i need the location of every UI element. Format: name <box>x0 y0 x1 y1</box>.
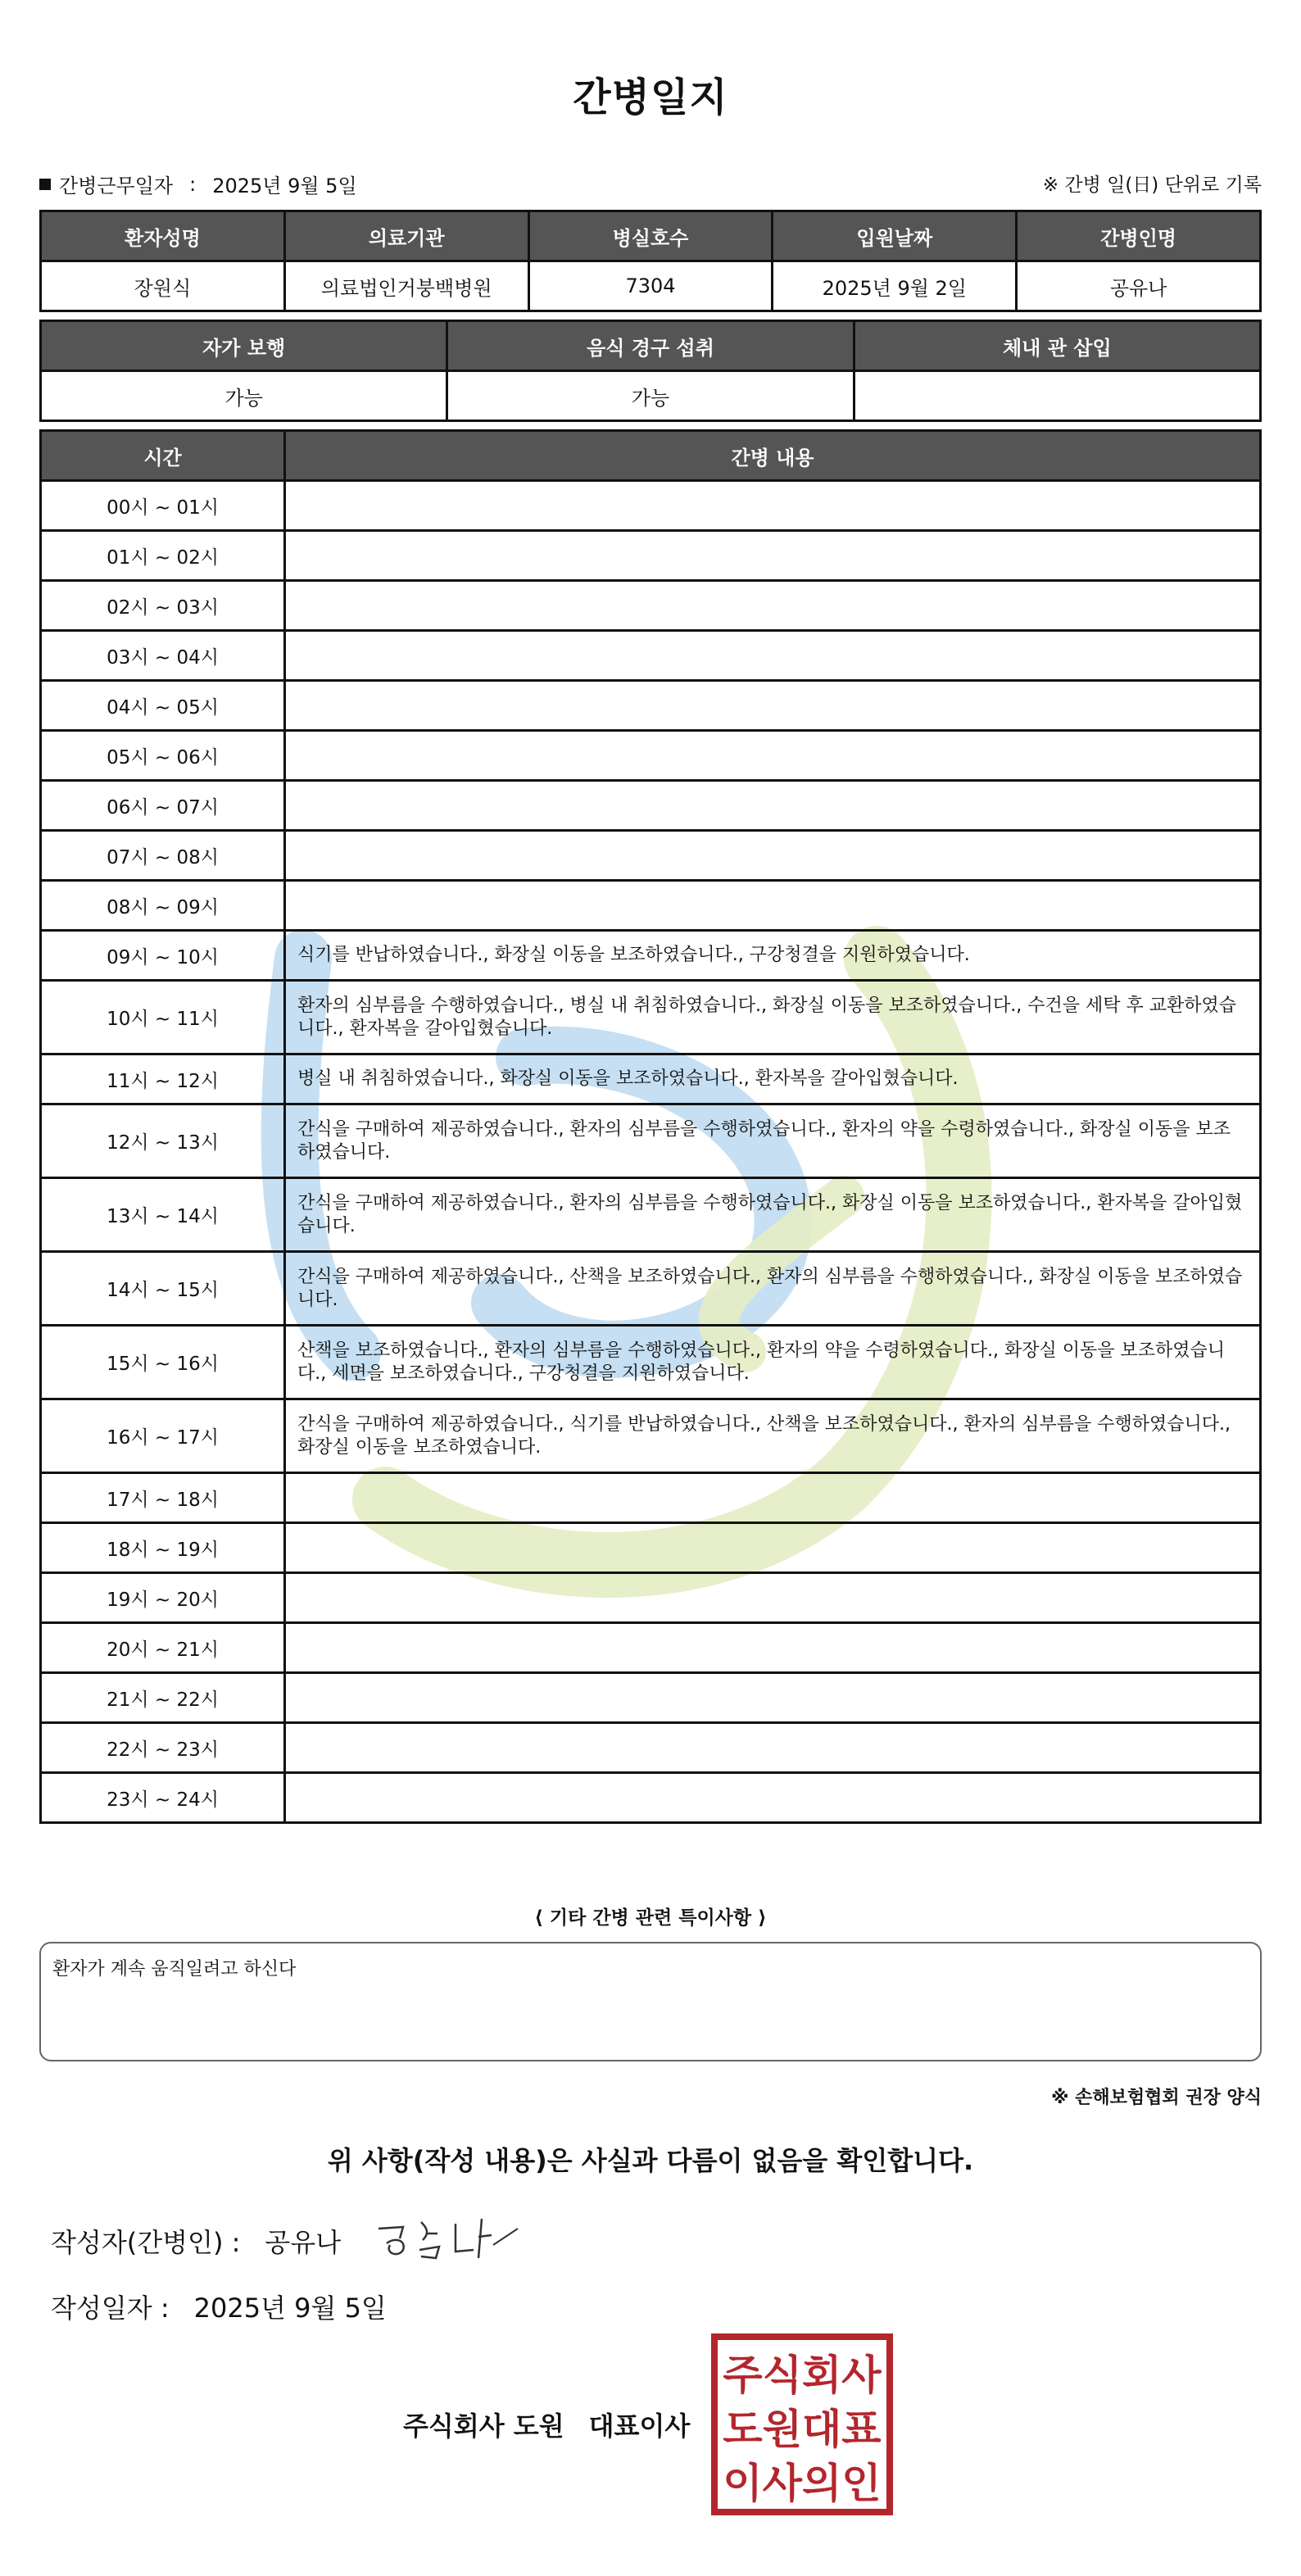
log-content <box>285 881 1261 931</box>
table-row <box>41 1623 1261 1673</box>
status-value-row <box>41 371 1261 421</box>
work-date-value: 2025년 9월 5일 <box>212 175 357 197</box>
log-time: 01시 ~ 02시 <box>41 531 285 581</box>
work-date <box>39 170 357 198</box>
log-time: 21시 ~ 22시 <box>41 1673 285 1723</box>
patient-info-table <box>39 210 1262 312</box>
info-header: 의료기관 <box>284 211 528 261</box>
write-date-line <box>51 2288 387 2325</box>
page-title: 간병일지 <box>573 75 728 120</box>
log-time: 14시 ~ 15시 <box>41 1252 285 1326</box>
log-content <box>285 1523 1261 1573</box>
log-time: 13시 ~ 14시 <box>41 1178 285 1252</box>
info-header: 간병인명 <box>1017 211 1261 261</box>
log-content: 환자의 심부름을 수행하였습니다., 병실 내 취침하였습니다., 화장실 이동을 보조하였습니다., 수건을 세탁 후 교환하였습니다., 환자복을 갈아입혔습니다. <box>285 981 1261 1054</box>
write-date-label: 작성일자 : <box>51 2293 170 2324</box>
table-row <box>41 631 1261 681</box>
admission-date: 2025년 9월 2일 <box>773 261 1017 311</box>
log-content: 병실 내 취침하였습니다., 화장실 이동을 보조하였습니다., 환자복을 갈아입혔습니다. <box>285 1054 1261 1104</box>
log-content <box>285 681 1261 731</box>
stamp-line-2: 도원대표 <box>723 2406 882 2453</box>
log-content: 산책을 보조하였습니다., 환자의 심부름을 수행하였습니다., 환자의 약을 수령하였습니다., 화장실 이동을 보조하였습니다., 세면을 보조하였습니다., 구강청결을 지원하였습니다. <box>285 1326 1261 1399</box>
stamp-line-1: 주식회사 <box>723 2352 882 2399</box>
walking-status: 가능 <box>41 371 447 421</box>
table-row <box>41 1178 1261 1252</box>
write-date-value: 2025년 9월 5일 <box>193 2293 387 2324</box>
table-row <box>41 1252 1261 1326</box>
log-content: 간식을 구매하여 제공하였습니다., 산책을 보조하였습니다., 환자의 심부름을 수행하였습니다., 화장실 이동을 보조하였습니다. <box>285 1252 1261 1326</box>
table-row <box>41 881 1261 931</box>
log-time: 16시 ~ 17시 <box>41 1399 285 1473</box>
table-row <box>41 531 1261 581</box>
log-time: 11시 ~ 12시 <box>41 1054 285 1104</box>
table-row <box>41 1399 1261 1473</box>
table-row <box>41 1054 1261 1104</box>
stamp-line-3: 이사의인 <box>723 2460 882 2507</box>
table-row <box>41 831 1261 881</box>
writer-name: 공유나 <box>265 2227 342 2258</box>
table-row <box>41 781 1261 831</box>
table-row <box>41 1773 1261 1823</box>
info-header: 환자성명 <box>41 211 285 261</box>
company-seal-stamp <box>711 2333 893 2515</box>
table-row <box>41 681 1261 731</box>
status-table <box>39 320 1262 422</box>
log-content <box>285 731 1261 781</box>
notes-title: ⟨ 기타 간병 관련 특이사항 ⟩ <box>534 1907 767 1929</box>
table-row <box>41 1573 1261 1623</box>
work-date-sep: : <box>189 172 197 196</box>
table-row <box>41 981 1261 1054</box>
room-number: 7304 <box>528 261 773 311</box>
log-content <box>285 1723 1261 1773</box>
log-time: 23시 ~ 24시 <box>41 1773 285 1823</box>
company-name: 주식회사 도원 <box>403 2410 564 2442</box>
info-header-row <box>41 211 1261 261</box>
log-content <box>285 531 1261 581</box>
log-time: 08시 ~ 09시 <box>41 881 285 931</box>
log-time: 15시 ~ 16시 <box>41 1326 285 1399</box>
log-content: 간식을 구매하여 제공하였습니다., 환자의 심부름을 수행하였습니다., 환자의 약을 수령하였습니다., 화장실 이동을 보조하였습니다. <box>285 1104 1261 1178</box>
association-note: ※ 손해보험협회 권장 양식 <box>1051 2088 1262 2108</box>
log-content <box>285 1773 1261 1823</box>
log-time: 06시 ~ 07시 <box>41 781 285 831</box>
oral-intake-status: 가능 <box>447 371 854 421</box>
patient-name: 장원식 <box>41 261 285 311</box>
info-header: 입원날짜 <box>773 211 1017 261</box>
log-header-row <box>41 431 1261 481</box>
log-time: 17시 ~ 18시 <box>41 1473 285 1523</box>
log-header-time: 시간 <box>41 431 285 481</box>
table-row <box>41 1523 1261 1573</box>
log-time: 05시 ~ 06시 <box>41 731 285 781</box>
caregiver-name: 공유나 <box>1017 261 1261 311</box>
table-row <box>41 1723 1261 1773</box>
care-log-table <box>39 429 1262 1824</box>
log-content: 간식을 구매하여 제공하였습니다., 식기를 반납하였습니다., 산책을 보조하였습니다., 환자의 심부름을 수행하였습니다., 화장실 이동을 보조하였습니다. <box>285 1399 1261 1473</box>
log-content <box>285 1673 1261 1723</box>
log-content: 식기를 반납하였습니다., 화장실 이동을 보조하였습니다., 구강청결을 지원하였습니다. <box>285 931 1261 981</box>
log-content: 간식을 구매하여 제공하였습니다., 환자의 심부름을 수행하였습니다., 화장실 이동을 보조하였습니다., 환자복을 갈아입혔습니다. <box>285 1178 1261 1252</box>
log-content <box>285 581 1261 631</box>
log-time: 12시 ~ 13시 <box>41 1104 285 1178</box>
log-content <box>285 1473 1261 1523</box>
log-content <box>285 631 1261 681</box>
log-time: 02시 ~ 03시 <box>41 581 285 631</box>
log-time: 18시 ~ 19시 <box>41 1523 285 1573</box>
table-row <box>41 931 1261 981</box>
log-content <box>285 781 1261 831</box>
log-time: 22시 ~ 23시 <box>41 1723 285 1773</box>
log-time: 04시 ~ 05시 <box>41 681 285 731</box>
log-time: 03시 ~ 04시 <box>41 631 285 681</box>
status-header: 자가 보행 <box>41 321 447 371</box>
table-row <box>41 1673 1261 1723</box>
confirm-statement: 위 사항(작성 내용)은 사실과 다름이 없음을 확인합니다. <box>327 2145 974 2176</box>
log-content <box>285 1623 1261 1673</box>
log-time: 20시 ~ 21시 <box>41 1623 285 1673</box>
log-time: 07시 ~ 08시 <box>41 831 285 881</box>
table-row <box>41 481 1261 531</box>
status-header-row <box>41 321 1261 371</box>
unit-note: ※ 간병 일(日) 단위로 기록 <box>1042 175 1262 196</box>
table-row <box>41 581 1261 631</box>
log-time: 19시 ~ 20시 <box>41 1573 285 1623</box>
handwritten-signature <box>370 2204 526 2270</box>
status-header: 음식 경구 섭취 <box>447 321 854 371</box>
notes-text: 환자가 계속 움직일려고 하신다 <box>52 1959 297 1980</box>
table-row <box>41 1326 1261 1399</box>
writer-line <box>51 2222 341 2260</box>
writer-label: 작성자(간병인) : <box>51 2227 241 2258</box>
info-value-row <box>41 261 1261 311</box>
tube-status <box>854 371 1260 421</box>
hospital: 의료법인거붕백병원 <box>284 261 528 311</box>
log-time: 00시 ~ 01시 <box>41 481 285 531</box>
bullet-square-icon <box>39 179 51 190</box>
log-content <box>285 481 1261 531</box>
table-row <box>41 1104 1261 1178</box>
table-row <box>41 731 1261 781</box>
status-header: 체내 관 삽입 <box>854 321 1260 371</box>
log-content <box>285 1573 1261 1623</box>
log-time: 10시 ~ 11시 <box>41 981 285 1054</box>
info-header: 병실호수 <box>528 211 773 261</box>
table-row <box>41 1473 1261 1523</box>
work-date-label: 간병근무일자 <box>59 175 174 197</box>
log-header-content: 간병 내용 <box>285 431 1261 481</box>
ceo-label: 대표이사 <box>588 2410 691 2442</box>
log-time: 09시 ~ 10시 <box>41 931 285 981</box>
log-content <box>285 831 1261 881</box>
company-line <box>403 2406 690 2443</box>
